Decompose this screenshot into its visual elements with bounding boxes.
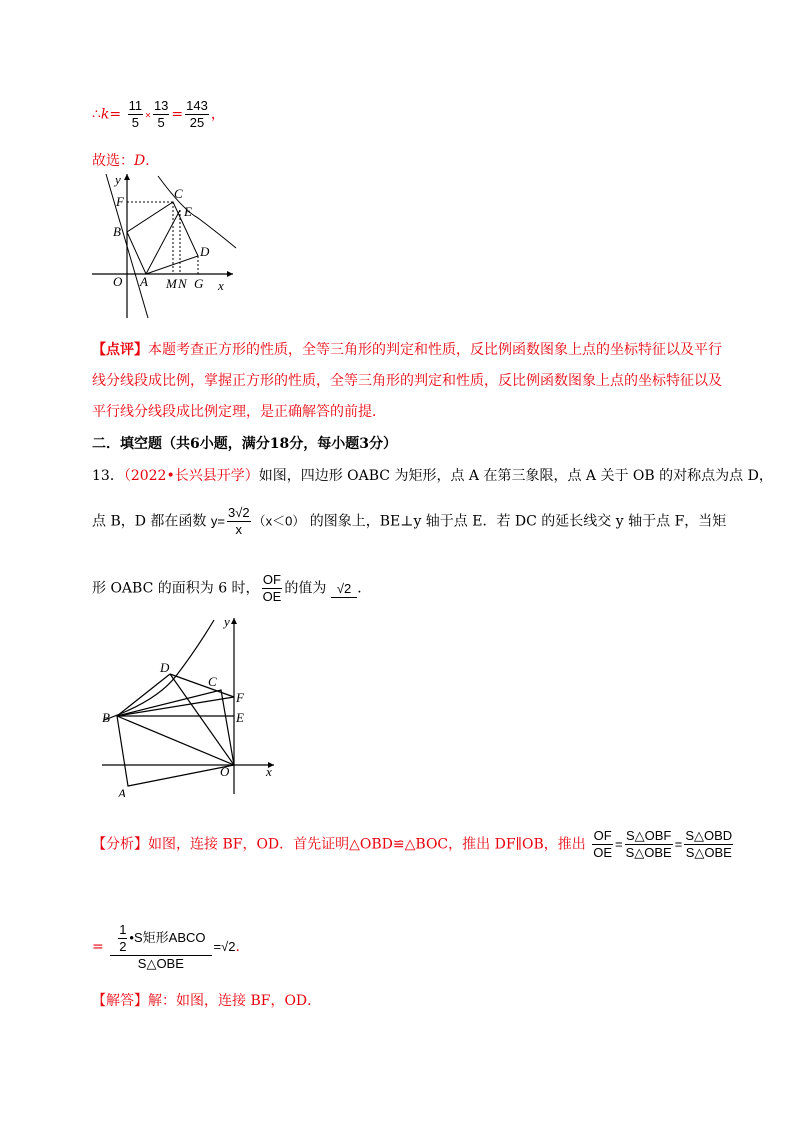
choice-answer: D: [134, 153, 146, 169]
equals: =: [92, 939, 104, 955]
label-B: B: [102, 710, 110, 725]
label-x: x: [218, 278, 224, 293]
equals: =: [615, 836, 623, 852]
section-heading: [92, 433, 397, 453]
y-axis-arrow: [124, 174, 130, 180]
label-x: x: [266, 764, 272, 779]
num: 11: [128, 98, 143, 113]
func-y: y=: [210, 513, 225, 529]
num: 13: [153, 98, 169, 113]
k-formula: [92, 98, 225, 131]
answer-blank: [331, 581, 357, 598]
num: OF: [593, 828, 612, 843]
solution-tag: 【解答】: [92, 993, 148, 1009]
label-A: A: [140, 274, 148, 289]
num: S△OBF: [625, 828, 672, 843]
solution-text: 解：如图，连接 BF，OD．: [148, 993, 322, 1009]
question-number: 13．: [92, 468, 124, 484]
label-y: y: [224, 614, 230, 629]
var-k: k: [100, 106, 110, 123]
den: S△OBE: [625, 845, 672, 860]
func-numerator: 3√2: [227, 505, 250, 520]
label-O: O: [113, 274, 123, 289]
comment-line-3: [92, 401, 386, 421]
question-text-2b: 的图象上，BE⊥y 轴于点 E．若 DC 的延长线交 y 轴于点 F，当矩: [309, 513, 727, 530]
func-condition: （x＜0）: [252, 513, 306, 529]
label-B: B: [113, 224, 121, 239]
ratio-OF-OE: [262, 572, 283, 605]
segment-DF: [170, 674, 234, 697]
label-y: y: [115, 172, 121, 187]
label-O: O: [220, 764, 230, 779]
comment-text-2: 线分线段成比例，掌握正方形的性质，全等三角形的判定和性质，反比例函数图象上点的坐标特征以及: [92, 373, 722, 389]
fraction-11-5: [128, 98, 144, 131]
period: ．: [145, 153, 160, 169]
func-fraction: [227, 505, 251, 538]
comment-line-1: [92, 339, 722, 359]
label-E: E: [184, 204, 192, 219]
answer-value: √2: [336, 580, 352, 596]
num-half-rect: [110, 922, 211, 956]
question-text-1: 如图，四边形 OABC 为矩形，点 A 在第三象限，点 A 关于 OB 的对称点为点 D，: [258, 468, 773, 484]
question-source: （2022•长兴县开学）: [123, 468, 259, 484]
equals: =: [171, 106, 184, 123]
ratio-den: OE: [262, 589, 282, 604]
ratio-num: OF: [262, 572, 281, 587]
choice-line: [92, 150, 159, 170]
den: 2: [119, 939, 127, 954]
label-D: D: [160, 660, 170, 675]
period: ．: [235, 939, 250, 955]
label-C: C: [208, 674, 217, 689]
ratio-OBF-OBE: [625, 828, 673, 861]
comment-text-1: 本题考查正方形的性质，全等三角形的判定和性质，反比例函数图象上点的坐标特征以及平行: [148, 342, 722, 358]
ratio-half-rect-OBE: [110, 922, 211, 972]
fraction-143-25: [185, 98, 209, 131]
question-text-3a: 形 OABC 的面积为 6 时，: [92, 580, 260, 597]
analysis-line-2: [92, 922, 249, 972]
equals: =: [674, 836, 683, 852]
rect-area: •S矩形ABCO: [129, 929, 206, 945]
func-denominator: x: [235, 522, 243, 537]
half: [118, 922, 127, 955]
den: 5: [157, 115, 165, 130]
num: 143: [186, 98, 208, 113]
label-E: E: [236, 710, 244, 725]
label-N: N: [178, 276, 187, 291]
label-M: M: [166, 276, 177, 291]
equals: =: [213, 939, 222, 954]
label-F: F: [116, 194, 124, 209]
num: S△OBD: [685, 828, 733, 843]
comment-tag: 【点评】: [92, 342, 148, 358]
figure-square-hyperbola: [88, 168, 238, 323]
label-F: F: [236, 690, 244, 705]
period: ．: [357, 580, 372, 597]
result: √2: [221, 939, 236, 954]
ratio-OF-OE: [592, 828, 613, 861]
den: S△OBE: [685, 845, 732, 860]
comma: ，: [210, 106, 225, 123]
q13-line-1: [92, 465, 773, 485]
choice-text: 故选：: [92, 153, 134, 169]
ratio-OBD-OBE: [684, 828, 733, 861]
den: 25: [189, 115, 205, 130]
num: 1: [119, 922, 127, 937]
solution-line: [92, 990, 321, 1010]
section-title: 二．填空题（共6小题，满分18分，每小题3分）: [92, 436, 397, 452]
analysis-text: 如图，连接 BF，OD．首先证明△OBD≌△BOC，推出 DF∥OB，推出: [148, 836, 586, 853]
therefore-symbol: ∴: [92, 106, 101, 123]
question-text-2a: 点 B，D 都在函数: [92, 513, 207, 530]
label-D: D: [200, 244, 210, 259]
rectangle-OABC: [117, 690, 234, 786]
fraction-13-5: [153, 98, 169, 131]
den: 5: [131, 115, 139, 130]
hyperbola: [158, 176, 236, 248]
y-axis-arrow: [231, 618, 237, 624]
comment-line-2: [92, 370, 722, 390]
label-G: G: [194, 276, 204, 291]
equals: =: [109, 106, 122, 123]
label-A: A: [118, 786, 126, 797]
label-C: C: [174, 186, 183, 201]
den: S△OBE: [137, 956, 184, 971]
analysis-tag: 【分析】: [92, 836, 148, 853]
comment-text-3: 平行线分线段成比例定理，是正确解答的前提．: [92, 404, 386, 420]
q13-line-2: [92, 505, 726, 538]
question-text-3b: 的值为: [284, 580, 327, 597]
analysis-line: [92, 828, 735, 861]
den: OE: [593, 845, 613, 860]
times: ×: [145, 110, 151, 122]
q13-line-3: [92, 572, 371, 605]
segment-BF: [117, 697, 234, 716]
x-axis-arrow: [227, 271, 233, 277]
figure-rectangle: [96, 612, 286, 797]
